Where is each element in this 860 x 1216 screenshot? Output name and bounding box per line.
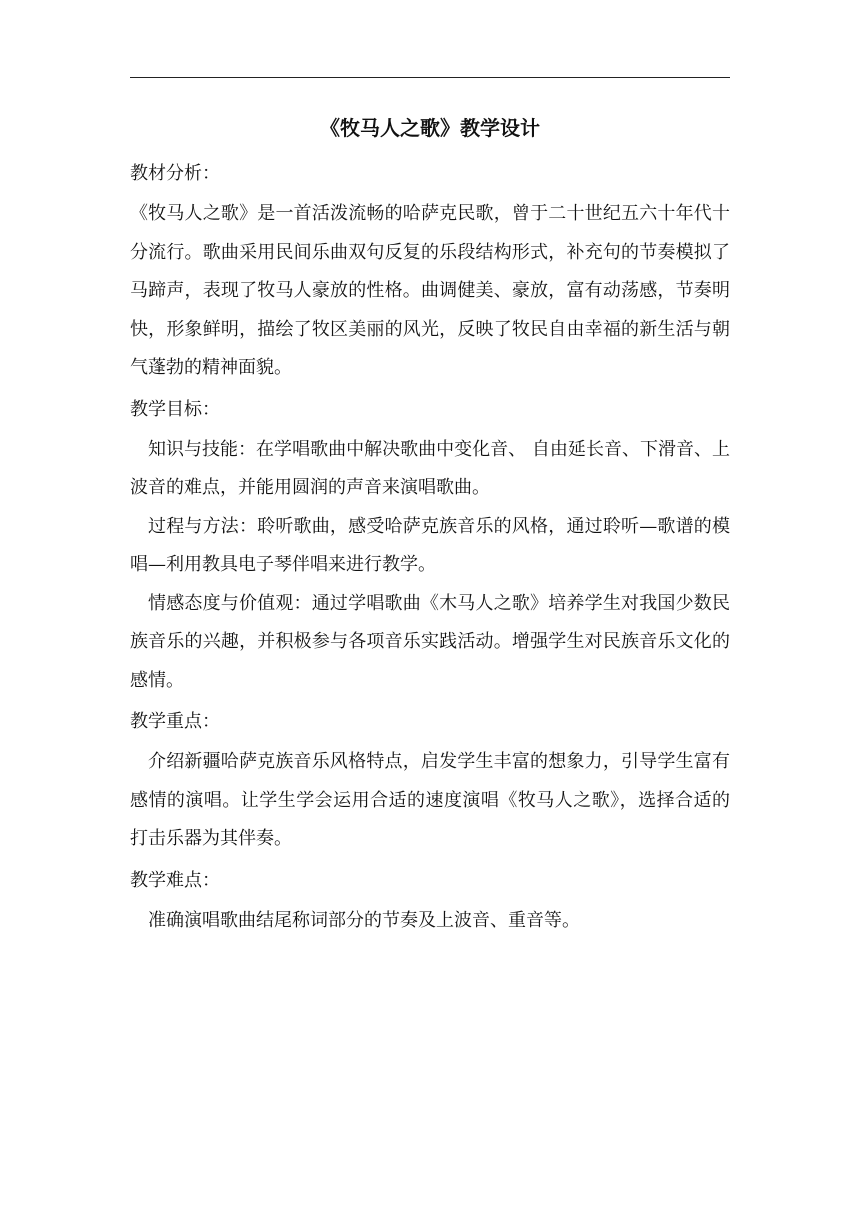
paragraph-emotion-values: 情感态度与价值观：通过学唱歌曲《木马人之歌》培养学生对我国少数民族音乐的兴趣，并积极参与各项音乐实践活动。增强学生对民族音乐文化的感情。 (130, 592, 730, 691)
document-body (130, 108, 730, 940)
paragraph-knowledge-skills: 知识与技能：在学唱歌曲中解决歌曲中变化音、 自由延长音、下滑音、上波音的难点，并能用圆润的声音来演唱歌曲。 (130, 438, 730, 498)
document-title: 《牧马人之歌》教学设计 (320, 116, 540, 140)
paragraph-material-analysis: 《牧马人之歌》是一首活泼流畅的哈萨克民歌，曾于二十世纪五六十年代十分流行。歌曲采用民间乐曲双句反复的乐段结构形式，补充句的节奏模拟了马蹄声，表现了牧马人豪放的性格。曲调健美、豪放，富有动荡感，节奏明快，形象鲜明，描绘了牧区美丽的风光，反映了牧民自由幸福的新生活与朝气蓬勃的精神面貌。 (130, 203, 730, 378)
paragraph-key-points: 介绍新疆哈萨克族音乐风格特点，启发学生丰富的想象力，引导学生富有感情的演唱。让学生学会运用合适的速度演唱《牧马人之歌》，选择合适的打击乐器为其伴奏。 (130, 751, 730, 849)
section-heading-material-analysis: 教材分析： (130, 163, 220, 184)
paragraph-process-method: 过程与方法：聆听歌曲，感受哈萨克族音乐的风格，通过聆听—歌谱的模唱—利用教具电子琴伴唱来进行教学。 (130, 515, 730, 575)
section-heading-teaching-goals: 教学目标： (130, 398, 220, 420)
section-heading-key-points: 教学重点： (130, 711, 220, 732)
section-heading-difficulties: 教学难点： (130, 869, 220, 891)
header-rule (130, 77, 730, 78)
paragraph-difficulties: 准确演唱歌曲结尾称词部分的节奏及上波音、重音等。 (148, 909, 580, 931)
